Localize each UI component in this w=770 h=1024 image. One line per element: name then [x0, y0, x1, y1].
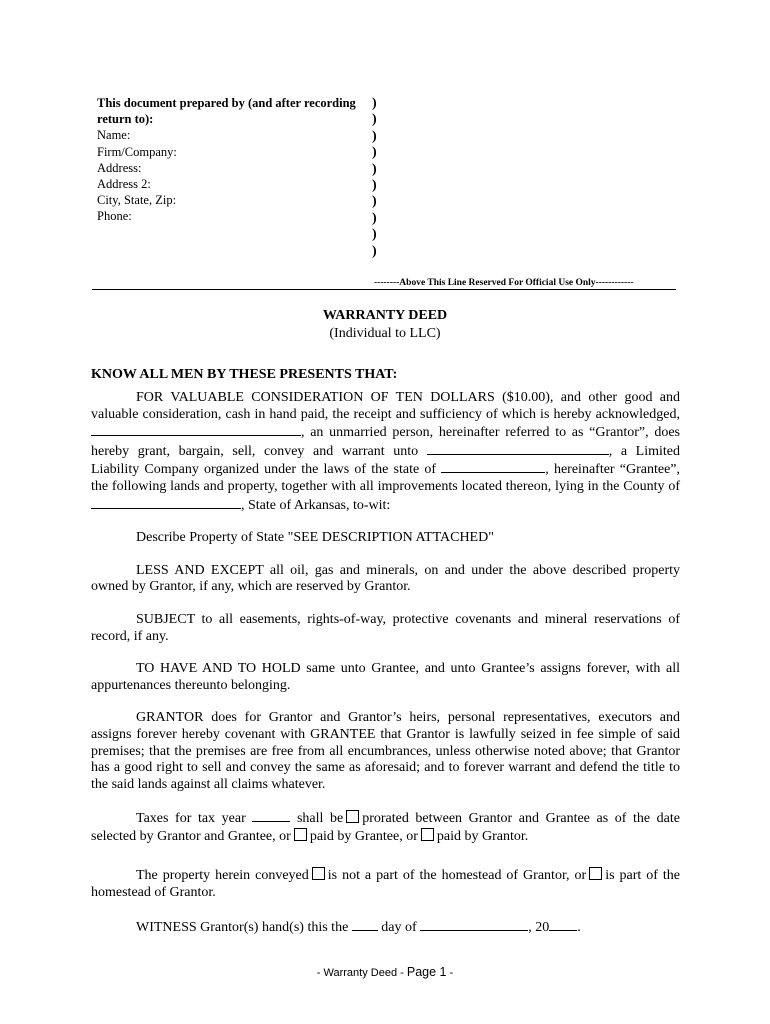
- bracket-column: [372, 96, 377, 260]
- grantor-covenant-paragraph: GRANTOR does for Grantor and Grantor’s heirs, personal representatives, executors and assigns forever hereby covenant with GRANTEE that Grantor is lawfully seized in fee simple of said premises; that the premises are free from all encumbrances, unless otherwise noted above; that Grantor has a good right to sell and convey the same as aforesaid; and to forever warrant and defend the title to the said lands against all claims whatever.: [91, 710, 680, 792]
- address2-label: Address 2:: [97, 177, 151, 192]
- bracket: ): [372, 128, 377, 144]
- document-subtitle: (Individual to LLC): [329, 326, 441, 341]
- describe-paragraph: Describe Property of State "SEE DESCRIPTION ATTACHED": [136, 530, 494, 546]
- witness-text: .: [577, 919, 581, 935]
- bracket: ): [372, 194, 377, 210]
- body-text: [91, 390, 680, 936]
- bracket: ): [372, 145, 377, 161]
- divider-line: [92, 289, 676, 290]
- bracket: ): [372, 210, 377, 226]
- county-text: , State of Arkansas, to-wit:: [241, 497, 391, 513]
- llc-text: , a Limited Liability Company organized under the laws of the state of: [91, 443, 681, 478]
- bracket: ): [372, 227, 377, 243]
- bracket: ): [372, 178, 377, 194]
- bracket: ): [372, 112, 377, 128]
- phone-label: Phone:: [97, 209, 132, 224]
- witness-paragraph: [91, 918, 680, 937]
- witness-text: WITNESS Grantor(s) hand(s) this the: [136, 919, 349, 935]
- bracket: ): [372, 243, 377, 259]
- taxes-paragraph: [91, 809, 680, 845]
- reserved-line-label: --------Above This Line Reserved For Official Use Only------------: [374, 278, 634, 288]
- homestead-text: The property herein conveyed: [136, 868, 309, 884]
- consideration-paragraph: [91, 390, 680, 514]
- bracket: ): [372, 161, 377, 177]
- prorated-checkbox[interactable]: [346, 810, 359, 823]
- firm-label: Firm/Company:: [97, 144, 177, 159]
- state-blank[interactable]: [441, 460, 545, 473]
- grantee-text: , hereinafter “Grantee”, the following lands and property, together with all improvements located thereon, lying in the County of: [91, 462, 681, 494]
- paid-by-grantor-checkbox[interactable]: [421, 828, 434, 841]
- page-number: Page 1: [406, 965, 447, 979]
- grantor-text: , an unmarried person, hereinafter referred to as “Grantor”, does hereby grant, bargain, sell, convey and warrant unto: [91, 425, 680, 459]
- taxes-text: Taxes for tax year: [136, 811, 246, 827]
- homestead-paragraph: [91, 867, 680, 901]
- preparer-heading-line2: return to):: [97, 112, 154, 127]
- grantee-name-blank[interactable]: [427, 442, 609, 455]
- not-homestead-checkbox[interactable]: [312, 867, 325, 880]
- city-state-zip-label: City, State, Zip:: [97, 193, 177, 208]
- year-blank[interactable]: [549, 918, 577, 931]
- to-have-paragraph: TO HAVE AND TO HOLD same unto Grantee, and unto Grantee’s assigns forever, with all appurtenances thereunto belonging.: [91, 661, 680, 693]
- footer-label: - Warranty Deed -: [316, 967, 404, 979]
- taxes-text: prorated between Grantor and Grantee as of the date selected by Grantor and Grantee, or: [91, 811, 681, 844]
- month-blank[interactable]: [420, 918, 528, 931]
- grantor-name-blank[interactable]: [91, 423, 301, 436]
- taxes-text: paid by Grantor.: [436, 828, 529, 844]
- page-footer: [0, 965, 770, 979]
- subject-paragraph: SUBJECT to all easements, rights-of-way, protective covenants and mineral reservations of record, if any.: [91, 611, 680, 644]
- day-blank[interactable]: [352, 918, 378, 931]
- name-label: Name:: [97, 128, 131, 143]
- address-label: Address:: [97, 160, 142, 175]
- taxes-text: shall be: [296, 811, 344, 827]
- taxes-text: paid by Grantee, or: [309, 828, 418, 844]
- homestead-text: is part of the homestead of Grantor.: [91, 868, 680, 901]
- less-except-paragraph: LESS AND EXCEPT all oil, gas and minerals, on and under the above described property owned by Grantor, if any, which are reserved by Grantor.: [91, 562, 680, 595]
- is-homestead-checkbox[interactable]: [589, 867, 602, 880]
- county-blank[interactable]: [91, 496, 241, 509]
- footer-dash: -: [449, 967, 454, 979]
- section-heading: KNOW ALL MEN BY THESE PRESENTS THAT:: [91, 367, 398, 382]
- consideration-text: FOR VALUABLE CONSIDERATION OF TEN DOLLARS ($10.00), and other good and valuable consideration, cash in hand paid, the receipt and sufficiency of which is hereby acknowledged,: [91, 390, 680, 422]
- document-title: WARRANTY DEED: [322, 308, 448, 323]
- preparer-block: [97, 95, 356, 225]
- tax-year-blank[interactable]: [252, 809, 290, 822]
- preparer-heading-line1: This document prepared by (and after recording: [97, 96, 356, 110]
- witness-text: , 20: [528, 919, 550, 935]
- homestead-text: is not a part of the homestead of Grantor, or: [327, 868, 587, 884]
- bracket: ): [372, 96, 377, 111]
- paid-by-grantee-checkbox[interactable]: [294, 828, 307, 841]
- witness-text: day of: [381, 919, 417, 935]
